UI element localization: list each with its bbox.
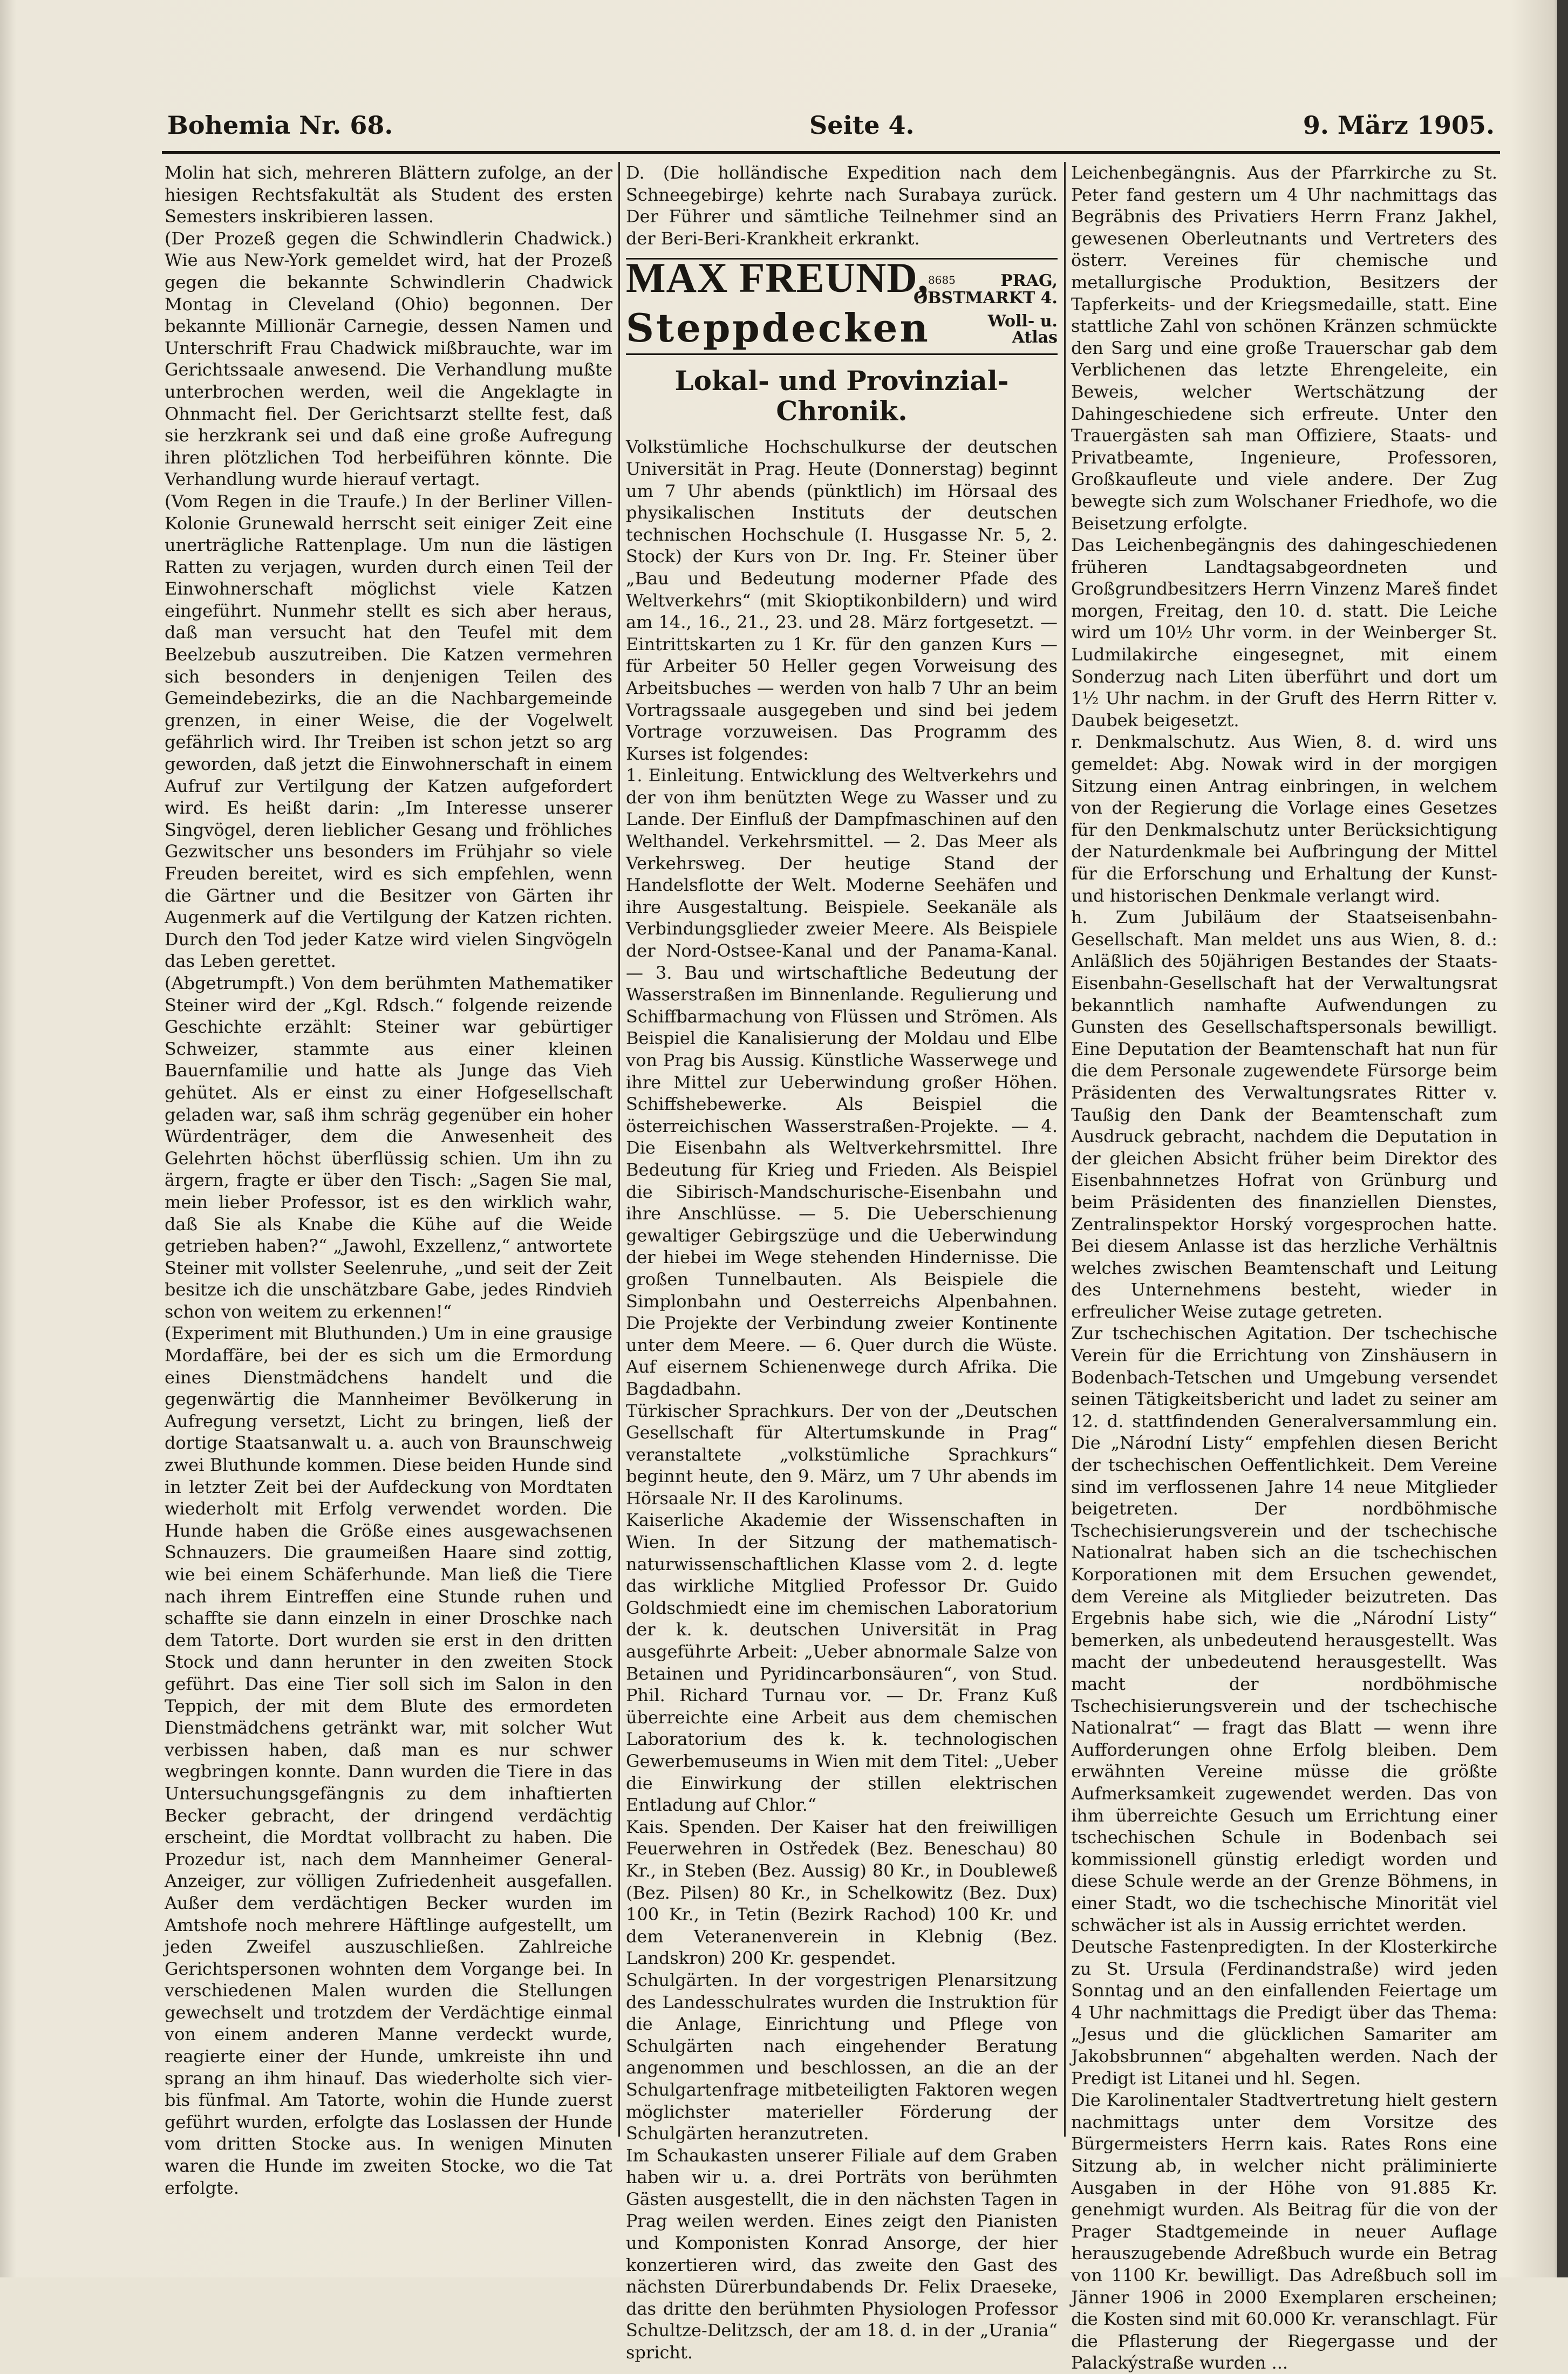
article-paragraph: r. Denkmalschutz. Aus Wien, 8. d. wird uns gemeldet: Abg. Nowak wird in der morgigen Sitzung einen Antrag einbringen, in welchem von der Regierung die Vorlage eines Gesetzes für den Denkmalschutz unter Berücksichtigung der Naturdenkmale bei Aufbringung der Mittel für die Erforschung und Erhaltung der Kunst- und historischen Denkmale verlangt wird. — [1071, 732, 1497, 906]
article-paragraph: Leichenbegängnis. Aus der Pfarrkirche zu St. Peter fand gestern um 4 Uhr nachmittags das Begräbnis des Privatiers Herrn Franz Jakhel, gewesenen Oberleutnants und Vertreters des österr. Vereines für chemische und metallurgische Produktion, Besitzers der Tapferkeits- und der Kriegsmedaille, statt. Eine stattliche Zahl von schönen Kränzen schmückte den Sarg und eine große Trauerschar gab dem Verblichenen das letzte Ehrengeleite, ein Beweis, welcher Wertschätzung der Dahingeschiedene sich erfreute. Unter den Trauergästen sah man Offiziere, Staats- und Privatbeamte, Ingenieure, Professoren, Großkaufleute und viele andere. Der Zug bewegte sich zum Wolschaner Friedhofe, wo die Beisetzung erfolgte. — [1071, 162, 1497, 534]
page-header — [167, 111, 1495, 148]
article-paragraph: Zur tschechischen Agitation. Der tschechische Verein für die Errichtung von Zinshäusern in Bodenbach-Tetschen und Umgebung versendet seinen Tätigkeitsbericht und ladet zu seiner am 12. d. stattfindenden Generalversammlung ein. Die „Národní Listy“ empfehlen diesen Bericht der tschechischen Oeffentlichkeit. Dem Vereine sind im verflossenen Jahre 14 neue Mitglieder beigetreten. Der nordböhmische Tschechisierungsverein und der tschechische Nationalrat haben sich an die tschechischen Korporationen mit dem Ersuchen gewendet, dem Vereine als Mitglieder beizutreten. Das Ergebnis habe sich, wie die „Národní Listy“ bemerken, als unbedeutend herausgestellt. Was macht der unbedeutend herausgestellt. Was macht der nordböhmische Tschechisierungsverein und der tschechische Nationalrat“ — fragt das Blatt — wenn ihre Aufforderungen ohne Erfolg bleiben. Dem erwähnten Vereine müsse die größte Aufmerksamkeit zugewendet werden. Das von ihm überreichte Gesuch um Errichtung einer tschechischen Schule in Bodenbach sei kommissionell günstig erledigt worden und diese Schule werde an der Grenze Böhmens, in einer Stadt, wo die tschechische Minorität viel schwächer ist als in Aussig errichtet werden. — [1071, 1323, 1497, 1935]
header-rule — [162, 151, 1500, 154]
article-paragraph: Deutsche Fastenpredigten. In der Klosterkirche zu St. Ursula (Ferdinandstraße) wird jeden Sonntag und an den einfallenden Feiertage um 4 Uhr nachmittags die Predigt über das Thema: „Jesus und die glücklichen Samariter am Jakobsbrunnen“ abgehalten werden. Nach der Predigt ist Litanei und hl. Segen. — [1071, 1936, 1497, 2089]
ad-material — [988, 313, 1058, 346]
header-page-number: Seite 4. — [809, 111, 915, 140]
article-paragraph: D. (Die holländische Expedition nach dem Schneegebirge) kehrte nach Surabaya zurück. Der Führer und sämtliche Teilnehmer sind an der Beri-Beri-Krankheit erkrankt. — [626, 162, 1058, 249]
article-paragraph: Schulgärten. In der vorgestrigen Plenarsitzung des Landesschulrates wurden die Instruktion für die Anlage, Einrichtung und Pflege von Schulgärten nach eingehender Beratung angenommen und beschlossen, an die an der Schulgartenfrage mitbeteiligten Faktoren wegen möglichster materieller Förderung der Schulgärten heranzutreten. — [626, 1969, 1058, 2144]
article-paragraph: (Abgetrumpft.) Von dem berühmten Mathematiker Steiner wird der „Kgl. Rdsch.“ folgende reizende Geschichte erzählt: Steiner war gebürtiger Schweizer, stammte aus einer kleinen Bauernfamilie und hatte als Junge das Vieh gehütet. Als er einst zu einer Hofgesellschaft geladen war, saß ihm schräg gegenüber ein hoher Würdenträger, dem die Anwesenheit des Gelehrten höchst überflüssig schien. Um ihn zu ärgern, fragte er über den Tisch: „Sagen Sie mal, mein lieber Professor, ist es den wirklich wahr, daß Sie als Knabe die Kühe auf die Weide getrieben haben?“ „Jawohl, Exzellenz,“ antwortete Steiner mit vollster Seelenruhe, „und seit der Zeit besitze ich die unschätzbare Gabe, jedes Rindvieh schon von weitem zu erkennen!“ — [165, 972, 612, 1322]
article-paragraph: Das Leichenbegängnis des dahingeschiedenen früheren Landtagsabgeordneten und Großgrundbesitzers Herrn Vinzenz Mareš findet morgen, Freitag, den 10. d. statt. Die Leiche wird um 10½ Uhr vorm. in der Weinberger St. Ludmilakirche eingesegnet, mit einem Sonderzug nach Liten überführt und dort um 1½ Uhr nachm. in der Gruft des Herrn Ritter v. Daubek beigesetzt. — [1071, 535, 1497, 731]
article-paragraph: Die Karolinentaler Stadtvertretung hielt gestern nachmittags unter dem Vorsitze des Bürgermeisters Herrn kais. Rates Rons eine Sitzung ab, in welcher nicht präliminierte Ausgaben in der Höhe von 91.885 Kr. genehmigt wurden. Als Beitrag für die von der Prager Stadtgemeinde in neuer Auflage herauszugebende Adreßbuch wurde ein Betrag von 1100 Kr. bewilligt. Das Adreßbuch soll im Jänner 1906 in 2000 Exemplaren erscheinen; die Kosten sind mit 60.000 Kr. veranschlagt. Für die Pflasterung der Riegergasse und der Palackýstraße wurden ... — [1071, 2090, 1497, 2373]
ad-location-street: OBSTMARKT 4. — [913, 289, 1058, 308]
article-paragraph: h. Zum Jubiläum der Staatseisenbahn-Gesellschaft. Man meldet uns aus Wien, 8. d.: Anläßlich des 50jährigen Bestandes der Staats-Eisenbahn-Gesellschaft hat der Verwaltungsrat bekanntlich namhafte Aufwendungen zu Gunsten des Gesellschaftspersonals bewilligt. Eine Deputation der Beamtenschaft hat nun für die dem Personale zugewendete Fürsorge beim Präsidenten des Verwaltungsrates Ritter v. Taußig den Dank der Beamtenschaft zum Ausdruck gebracht, nachdem die Deputation in der gleichen Absicht früher beim Direktor des Eisenbahnnetzes Hofrat von Grünburg und beim Präsidenten des finanziellen Dienstes, Zentralinspektor Horský vorgesprochen hatte. Bei diesem Anlasse ist das herzliche Verhältnis welches zwischen Beamtenschaft und Leitung des Unternehmens besteht, wieder in erfreulicher Weise zutage getreten. — [1071, 907, 1497, 1322]
ad-material-line: Woll- u. — [987, 312, 1058, 331]
header-paper-name: Bohemia Nr. 68. — [167, 111, 393, 140]
article-paragraph: Molin hat sich, mehreren Blättern zufolge, an der hiesigen Rechtsfakultät als Student des ersten Semesters inskribieren lassen. — [165, 162, 612, 227]
column-1 — [165, 162, 612, 2198]
article-paragraph: Im Schaukasten unserer Filiale auf dem Graben haben wir u. a. drei Porträts von berühmten Gästen ausgestellt, die in den nächsten Tagen in Prag weilen werden. Eines zeigt den Pianisten und Komponisten Konrad Ansorge, der hier konzertieren wird, das zweite den Gast des nächsten Dürerbundabends Dr. Felix Draeseke, das dritte den berühmten Physiologen Professor Schultze-Delitzsch, der am 18. d. in der „Urania“ spricht. — [626, 2145, 1058, 2363]
section-title: Lokal- und Provinzial-Chronik. — [674, 365, 1009, 427]
article-paragraph: 1. Einleitung. Entwicklung des Weltverkehrs und der von ihm benützten Wege zu Wasser und zu Lande. Der Einfluß der Dampfmaschinen auf den Welthandel. Verkehrsmittel. — 2. Das Meer als Verkehrsweg. Der heutige Stand der Handelsflotte der Welt. Moderne Seehäfen und ihre Ausgestaltung. Beispiele. Seekanäle als Verbindungsglieder zweier Meere. Als Beispiele der Nord-Ostsee-Kanal und der Panama-Kanal. — 3. Bau und wirtschaftliche Bedeutung der Wasserstraßen im Binnenlande. Regulierung und Schiffbarmachung von Flüssen und Strömen. Als Beispiel die Kanalisierung der Moldau und Elbe von Prag bis Aussig. Künstliche Wasserwege und ihre Mittel zur Ueberwindung großer Höhen. Schiffshebewerke. Als Beispiel die österreichischen Wasserstraßen-Projekte. — 4. Die Eisenbahn als Weltverkehrsmittel. Ihre Bedeutung für Krieg und Frieden. Als Beispiel die Sibirisch-Mandschurische-Eisenbahn und ihre Anschlüsse. — 5. Die Ueberschienung gewaltiger Gebirgszüge und die Ueberwindung der hiebei im Wege stehenden Hindernisse. Die großen Tunnelbauten. Als Beispiele die Simplonbahn und Oesterreichs Alpenbahnen. Die Projekte der Verbindung zweier Kontinente unter dem Meere. — 6. Quer durch die Wüste. Auf eisernem Schienenwege durch Afrika. Die Bagdadbahn. — [626, 765, 1058, 1399]
article-paragraph: (Der Prozeß gegen die Schwindlerin Chadwick.) Wie aus New-York gemeldet wird, hat der Prozeß gegen die bekannte Schwindlerin Chadwick Montag in Cleveland (Ohio) begonnen. Der bekannte Millionär Carnegie, dessen Namen und Unterschrift Frau Chadwick mißbrauchte, war im Gerichtssaale anwesend. Die Verhandlung mußte unterbrochen werden, weil die Angeklagte in Ohnmacht fiel. Der Gerichtsarzt stellte fest, daß sie herzkrank sei und daß eine große Aufregung ihren plötzlichen Tod herbeiführen könnte. Die Verhandlung wurde hierauf vertagt. — [165, 228, 612, 490]
article-paragraph: Kaiserliche Akademie der Wissenschaften in Wien. In der Sitzung der mathematisch-naturwissenschaftlichen Klasse vom 2. d. legte das wirkliche Mitglied Professor Dr. Guido Goldschmiedt eine im chemischen Laboratorium der k. k. deutschen Universität in Prag ausgeführte Arbeit: „Ueber abnormale Salze von Betainen und Pyridincarbonsäuren“, von Stud. Phil. Richard Turnau vor. — Dr. Franz Kuß überreichte eine Arbeit aus dem chemischen Laboratorium des k. k. technologischen Gewerbemuseums in Wien mit dem Titel: „Ueber die Einwirkung der stillen elektrischen Entladung auf Chlor.“ — [626, 1510, 1058, 1816]
column-divider — [1064, 162, 1066, 2137]
article-paragraph: Kais. Spenden. Der Kaiser hat den freiwilligen Feuerwehren in Ostředek (Bez. Beneschau) 80 Kr., in Steben (Bez. Aussig) 80 Kr., in Doubleweß (Bez. Pilsen) 80 Kr., in Schelkowitz (Bez. Dux) 100 Kr., in Tetin (Bezirk Rachod) 100 Kr. und dem Veteranenverein in Klebnig (Bez. Landskron) 200 Kr. gespendet. — [626, 1816, 1058, 1969]
ad-phone-number: 8685 — [928, 274, 956, 287]
column-2 — [626, 162, 1058, 2363]
ad-product: Steppdecken — [626, 305, 930, 351]
header-date: 9. März 1905. — [1303, 111, 1495, 140]
column-divider — [618, 162, 620, 2137]
ad-company-name: MAX FREUND, — [626, 254, 929, 302]
article-paragraph: (Experiment mit Bluthunden.) Um in eine grausige Mordaffäre, bei der es sich um die Ermordung eines Dienstmädchens handelt und die gegenwärtig die Mannheimer Bevölkerung in Aufregung versetzt, Licht zu bringen, ließ der dortige Staatsanwalt u. a. auch von Braunschweig zwei Bluthunde kommen. Diese beiden Hunde sind in letzter Zeit bei der Aufdeckung von Mordtaten wiederholt mit Erfolg verwendet worden. Die Hunde haben die Größe eines ausgewachsenen Schnauzers. Die graumeißen Haare sind zottig, wie bei einem Schäferhunde. Man ließ die Tiere nach ihrem Eintreffen eine Stunde ruhen und schaffte sie dann einzeln in einer Droschke nach dem Tatorte. Dort wurden sie erst in den dritten Stock und dann herunter in den zweiten Stock geführt. Das eine Tier soll sich im Salon in den Teppich, der mit dem Blute des ermordeten Dienstmädchens getränkt war, mit solcher Wut verbissen haben, daß man es nur schwer wegbringen konnte. Dann wurden die Tiere in das Untersuchungsgefängnis zu dem inhaftierten Becker gebracht, der dringend verdächtig erscheint, die Mordtat vollbracht zu haben. Die Prozedur ist, nach dem Mannheimer General-Anzeiger, zur völligen Zufriedenheit ausgefallen. Außer dem verdächtigen Becker wurden im Amtshofe noch mehrere Häftlinge aufgestellt, um jeden Zweifel auszuschließen. Zahlreiche Gerichtspersonen wohnten dem Vorgange bei. In verschiedenen Malen wurden die Stellungen gewechselt und trotzdem der Verdächtige einmal von einem anderen Manne verdeckt wurde, reagierte einer der Hunde, umkreiste ihn und sprang an ihm hinauf. Das wiederholte sich vier- bis fünfmal. Am Tatorte, wohin die Hunde zuerst geführt wurden, erfolgte das Loslassen der Hunde vom dritten Stocke aus. In wenigen Minuten waren die Hunde im zweiten Stocke, wo die Tat erfolgte. — [165, 1323, 612, 2198]
article-paragraph: (Vom Regen in die Traufe.) In der Berliner Villen-Kolonie Grunewald herrscht seit einiger Zeit eine unerträgliche Rattenplage. Um nun die lästigen Ratten zu verjagen, wurden durch einen Teil der Einwohnerschaft möglichst viele Katzen eingeführt. Nunmehr stellt es sich aber heraus, daß man versucht hat den Teufel mit dem Beelzebub auszutreiben. Die Katzen vermehren sich besonders in denjenigen Teilen des Gemeindebezirks, die an die Nachbargemeinde grenzen, in einer Weise, die der Vogelwelt gefährlich wird. Ihr Treiben ist schon jetzt so arg geworden, daß jetzt die Einwohnerschaft in einem Aufruf zur Vertilgung der Katzen aufgefordert wird. Es heißt darin: „Im Interesse unserer Singvögel, deren lieblicher Gesang und fröhliches Gezwitscher uns besonders im Frühjahr so viele Freuden bereitet, wird es sich empfehlen, wenn die Gärtner und die Besitzer von Gärten ihr Augenmerk auf die Vertilgung der Katzen richten. Durch den Tod jeder Katze wird vielen Singvögeln das Leben gerettet. — [165, 490, 612, 972]
advertisement — [626, 254, 1058, 355]
ad-material-line: Atlas — [1012, 328, 1058, 347]
ad-location — [913, 272, 1058, 307]
article-paragraph: Türkischer Sprachkurs. Der von der „Deutschen Gesellschaft für Altertumskunde in Prag“ veranstaltete „volkstümliche Sprachkurs“ beginnt heute, den 9. März, um 7 Uhr abends im Hörsaale Nr. II des Karolinums. — [626, 1400, 1058, 1509]
ad-location-city: PRAG, — [1000, 271, 1058, 291]
article-paragraph: Volkstümliche Hochschulkurse der deutschen Universität in Prag. Heute (Donnerstag) beginnt um 7 Uhr abends (pünktlich) im Hörsaal des physikalischen Instituts der deutschen technischen Hochschule (I. Husgasse Nr. 5, 2. Stock) der Kurs von Dr. Ing. Fr. Steiner über „Bau und Bedeutung moderner Pfade des Weltverkehrs“ (mit Skioptikonbildern) und wird am 14., 16., 21., 23. und 28. März fortgesetzt. — Eintrittskarten zu 1 Kr. für den ganzen Kurs — für Arbeiter 50 Heller gegen Vorweisung des Arbeitsbuches — werden von halb 7 Uhr an beim Vortragssaale ausgegeben und sind bei jedem Vortrage vorzuweisen. Das Programm des Kurses ist folgendes: — [626, 436, 1058, 764]
column-3 — [1071, 162, 1497, 2373]
page-edge-shadow — [1557, 0, 1568, 2277]
